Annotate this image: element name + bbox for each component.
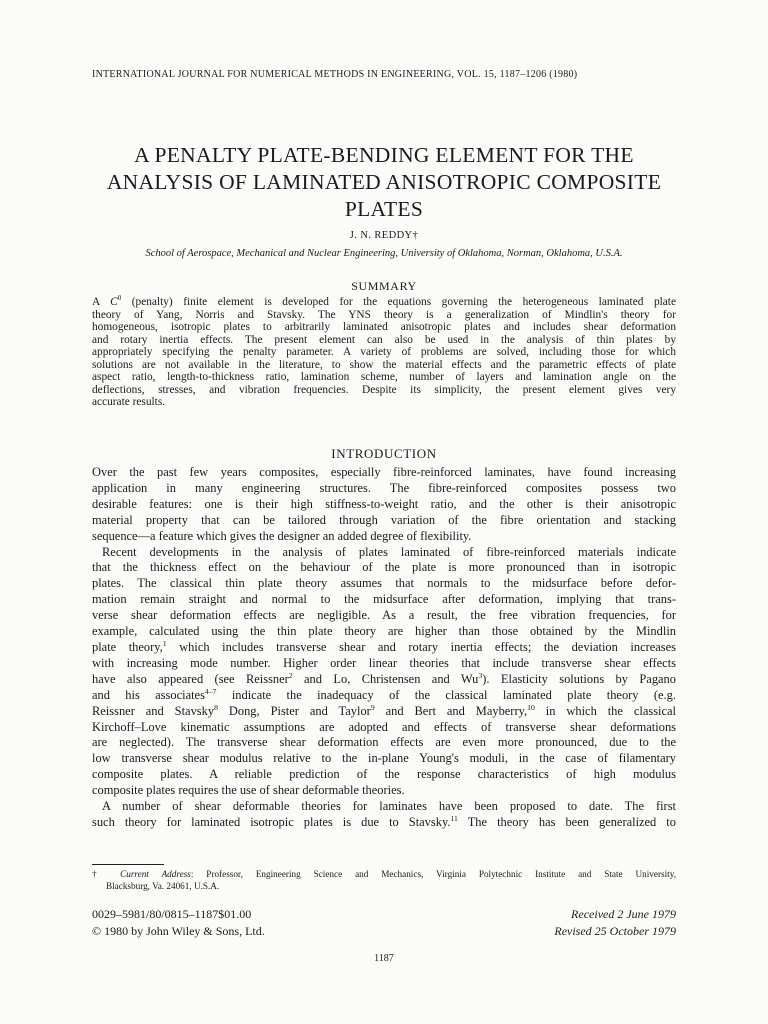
text-line: mation remain straight and normal to the midsurface after deformation, implying that trans- <box>92 592 676 607</box>
text-line: and his associates$^{4-7}$ indicate the inadequacy of the classical laminated plate theory (e.g. <box>92 686 676 702</box>
text-line: such theory for laminated isotropic plates is due to Stavsky.$^{11}$ The theory has been generalized to <box>92 813 676 829</box>
italic-text: C <box>110 296 118 308</box>
text-line: theory of Yang, Norris and Stavsky. The YNS theory is a generalization of Mindlin's theory for <box>92 308 676 321</box>
copyright-line: © 1980 by John Wiley & Sons, Ltd. <box>92 924 265 938</box>
text-line: with increasing mode number. Higher order linear theories that include transverse shear effects <box>92 655 676 670</box>
reference-superscript: 1 <box>162 638 167 648</box>
author-affiliation: School of Aerospace, Mechanical and Nuclear Engineering, University of Oklahoma, Norman, Oklahoma, U.S.A. <box>145 248 623 259</box>
text-line: application in many engineering structures. The fibre-reinforced composites possess two <box>92 480 676 495</box>
text-line: that the thickness effect on the behaviour of the plate is more pronounced than in isotropic <box>92 560 676 575</box>
title-line: A PENALTY PLATE-BENDING ELEMENT FOR THE <box>134 143 634 167</box>
article-title <box>80 142 688 223</box>
text-line: A number of shear deformable theories for laminates have been proposed to date. The first <box>102 799 676 814</box>
page-number: 1187 <box>374 953 394 964</box>
introduction-body <box>92 465 676 831</box>
text-line: example, calculated using the thin plate theory are higher than those obtained by the Mindlin <box>92 624 676 639</box>
summary-paragraph <box>92 296 676 409</box>
text-line: have also appeared (see Reissner$^2$ and Lo, Christensen and Wu$^3$). Elasticity solutions by Pagano <box>92 670 676 686</box>
text-line: solutions are not available in the literature, to show the material effects and the parametric effects of plate <box>92 358 676 371</box>
text-line: aspect ratio, length-to-thickness ratio, lamination scheme, number of layers and lamination angle on the <box>92 371 676 384</box>
text-line: and rotary inertia effects. The present element can also be used in the analysis of thin plates by <box>92 333 676 346</box>
footnote-divider <box>92 864 164 865</box>
reference-superscript: 11 <box>450 813 458 823</box>
text-line: composite plates requires the use of shear deformable theories. <box>92 783 405 798</box>
text-line: verse shear deformation effects are negligible. As a result, the free vibration frequencies, for <box>92 608 676 623</box>
title-line: PLATES <box>344 197 424 221</box>
text-line: appropriately specifying the penalty parameter. A variety of problems are solved, including those for which <box>92 346 676 359</box>
text-line: Recent developments in the analysis of plates laminated of fibre-reinforced materials indicate <box>102 544 676 559</box>
text-line: homogeneous, isotropic plates to arbitrarily laminated anisotropic plates and includes shear deformation <box>92 321 676 334</box>
reference-superscript: 9 <box>370 702 375 712</box>
text-line: Reissner and Stavsky$^8$ Dong, Pister and Taylor$^9$ and Bert and Mayberry,$^{10}$ in which the classical <box>92 702 676 718</box>
reference-superscript: 2 <box>288 670 293 680</box>
reference-superscript: 10 <box>527 702 535 712</box>
publication-info <box>92 906 265 940</box>
text-line: accurate results. <box>92 396 166 409</box>
received-date: Received 2 June 1979 <box>571 907 676 921</box>
reference-superscript: 4–7 <box>204 686 217 696</box>
reference-superscript: 8 <box>214 702 218 712</box>
journal-header: INTERNATIONAL JOURNAL FOR NUMERICAL METHODS IN ENGINEERING, VOL. 15, 1187–1206 (1980) <box>92 69 578 80</box>
text-line: sequence—a feature which gives the designer an added degree of flexibility. <box>92 528 472 543</box>
text-line: desirable features: one is their high stiffness-to-weight ratio, and the other is their anisotropic <box>92 496 676 511</box>
text-line: Over the past few years composites, especially fibre-reinforced laminates, have found increasing <box>92 465 676 479</box>
text-line: A $C^0$ (penalty) finite element is developed for the equations governing the heterogeneous laminated plate <box>92 294 676 308</box>
italic-text: Current Address <box>120 869 191 879</box>
text-line: composite plates. A reliable prediction of the response characteristics of high modulus <box>92 767 676 782</box>
text-line: Kirchoff–Love kinematic assumptions are adopted and effects of transverse shear deformations <box>92 719 676 734</box>
text-line: plates. The classical thin plate theory assumes that normals to the midsurface before defor- <box>92 576 676 591</box>
summary-heading: SUMMARY <box>351 279 417 293</box>
introduction-heading: INTRODUCTION <box>331 446 437 461</box>
text-line: material property that can be tailored through variation of the fibre orientation and stacking <box>92 512 676 527</box>
text-line: low transverse shear modulus relative to the in-plane Young's moduli, in the case of filamentary <box>92 751 676 766</box>
text-line: are neglected). The transverse shear deformation effects are even more pronounced, due to the <box>92 735 676 750</box>
revised-date: Revised 25 October 1979 <box>554 924 676 938</box>
title-line: ANALYSIS OF LAMINATED ANISOTROPIC COMPOSITE <box>106 170 662 194</box>
issn-code: 0029–5981/80/0815–1187$01.00 <box>92 907 252 921</box>
text-line: plate theory,$^1$ which includes transverse shear and rotary inertia effects; the deviation increases <box>92 638 676 654</box>
reference-superscript: 3 <box>478 670 483 680</box>
reference-superscript: 0 <box>117 294 122 303</box>
text-line: Blacksburg, Va. 24061, U.S.A. <box>106 881 220 891</box>
text-line: † Current Address: Professor, Engineering Science and Mechanics, Virginia Polytechnic Institute and State University, <box>92 869 677 879</box>
received-dates <box>440 906 676 940</box>
author-name: J. N. REDDY† <box>349 230 419 241</box>
text-line: deflections, stresses, and vibration frequencies. Despite its simplicity, the present element gives very <box>92 383 676 396</box>
footnote <box>92 868 676 892</box>
